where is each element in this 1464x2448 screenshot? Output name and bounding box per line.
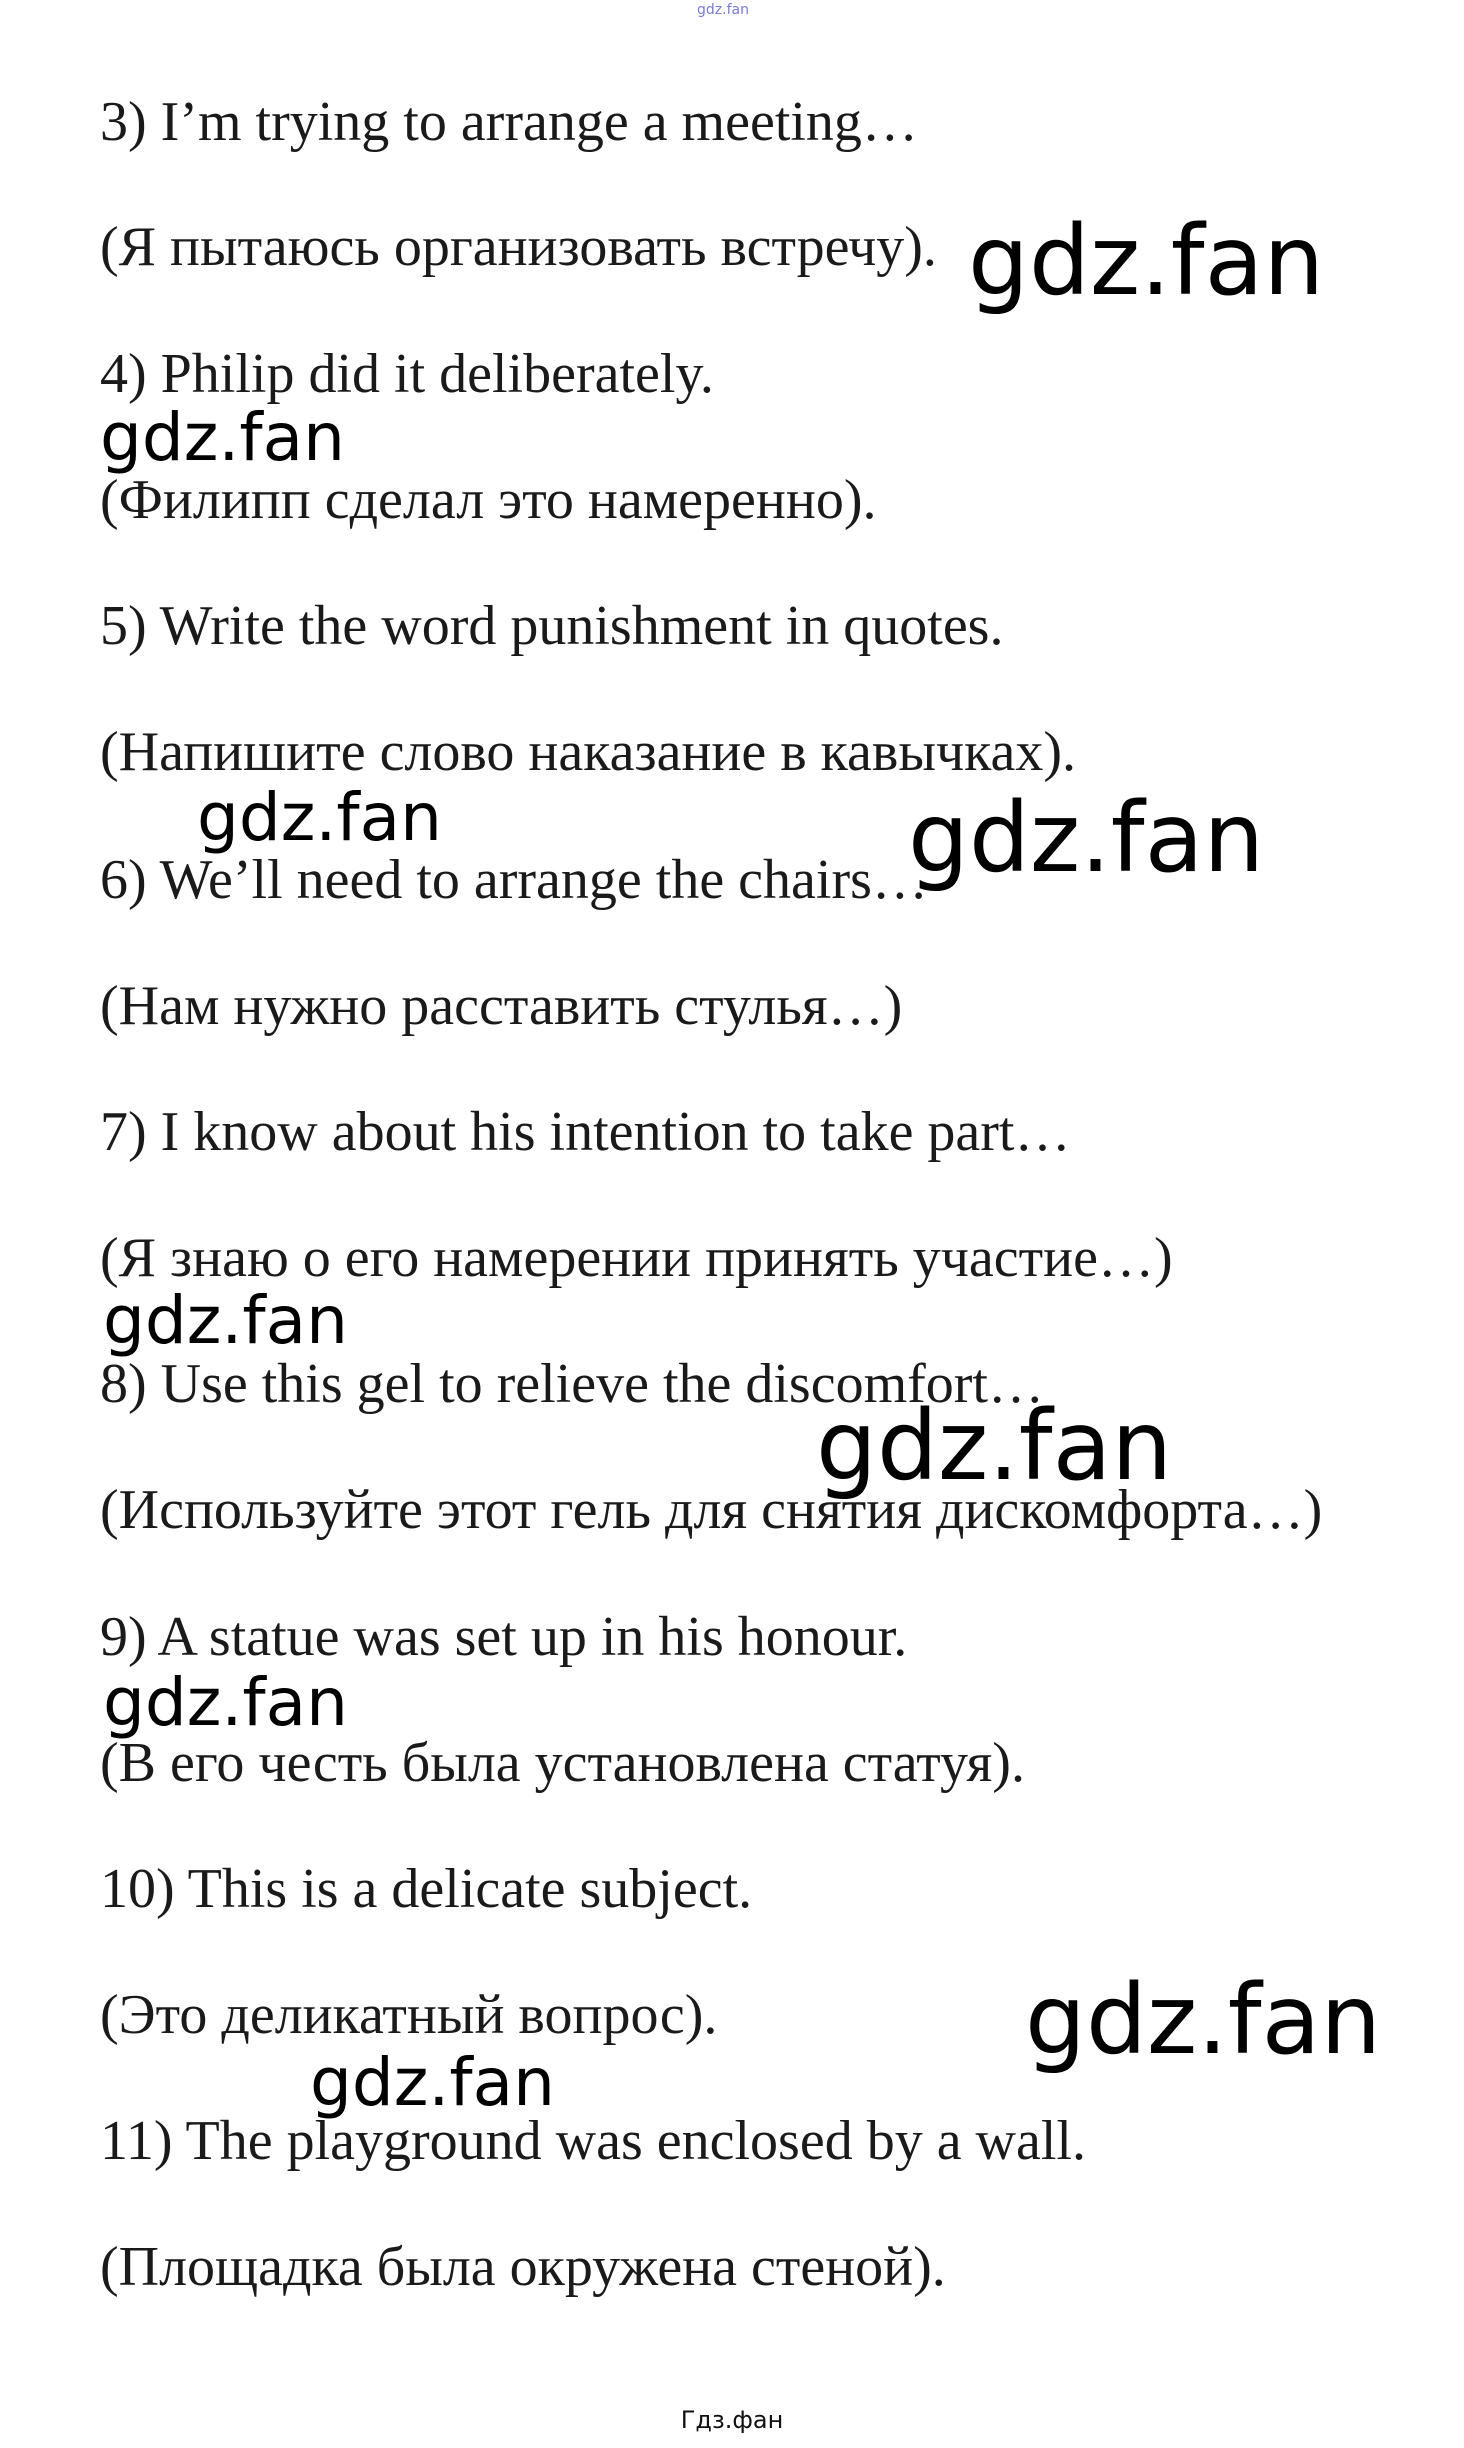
sentence-english-4: 4) Philip did it deliberately. — [100, 343, 714, 405]
sentence-russian-9: (В его честь была установлена статуя). — [100, 1732, 1025, 1794]
watermark-8: gdz.fan — [1025, 1964, 1382, 2076]
watermark-1: gdz.fan — [968, 205, 1325, 317]
sentence-russian-6: (Нам нужно расставить стулья…) — [100, 975, 903, 1037]
sentence-english-5: 5) Write the word punishment in quotes. — [100, 595, 1004, 657]
sentence-russian-11: (Площадка была окружена стеной). — [100, 2236, 946, 2298]
sentence-russian-5: (Напишите слово наказание в кавычках). — [100, 721, 1076, 783]
sentence-russian-4: (Филипп сделал это намеренно). — [100, 469, 877, 531]
sentence-russian-7: (Я знаю о его намерении принять участие…) — [100, 1227, 1173, 1289]
watermark-6: gdz.fan — [816, 1390, 1173, 1502]
sentence-russian-3: (Я пытаюсь организовать встречу). — [100, 216, 937, 278]
sentence-english-11: 11) The playground was enclosed by a wall. — [100, 2110, 1086, 2172]
sentence-russian-8: (Используйте этот гель для снятия дискомфорта…) — [100, 1479, 1323, 1541]
sentence-russian-10: (Это деликатный вопрос). — [100, 1984, 718, 2046]
sentence-english-9: 9) A statue was set up in his honour. — [100, 1606, 908, 1668]
watermark-2: gdz.fan — [100, 399, 345, 476]
watermark-7: gdz.fan — [103, 1664, 348, 1741]
watermark-9: gdz.fan — [310, 2044, 555, 2121]
watermark-3: gdz.fan — [197, 779, 442, 856]
sentence-english-8: 8) Use this gel to relieve the discomfort… — [100, 1353, 1044, 1415]
watermark-5: gdz.fan — [103, 1282, 348, 1359]
footer-label: Гдз.фан — [680, 2406, 784, 2434]
sentence-english-3: 3) I’m trying to arrange a meeting… — [100, 91, 918, 153]
top-watermark: gdz.fan — [697, 2, 749, 18]
sentence-english-7: 7) I know about his intention to take part… — [100, 1101, 1071, 1163]
watermark-4: gdz.fan — [908, 782, 1265, 894]
sentence-english-6: 6) We’ll need to arrange the chairs… — [100, 849, 928, 911]
sentence-english-10: 10) This is a delicate subject. — [100, 1858, 753, 1920]
